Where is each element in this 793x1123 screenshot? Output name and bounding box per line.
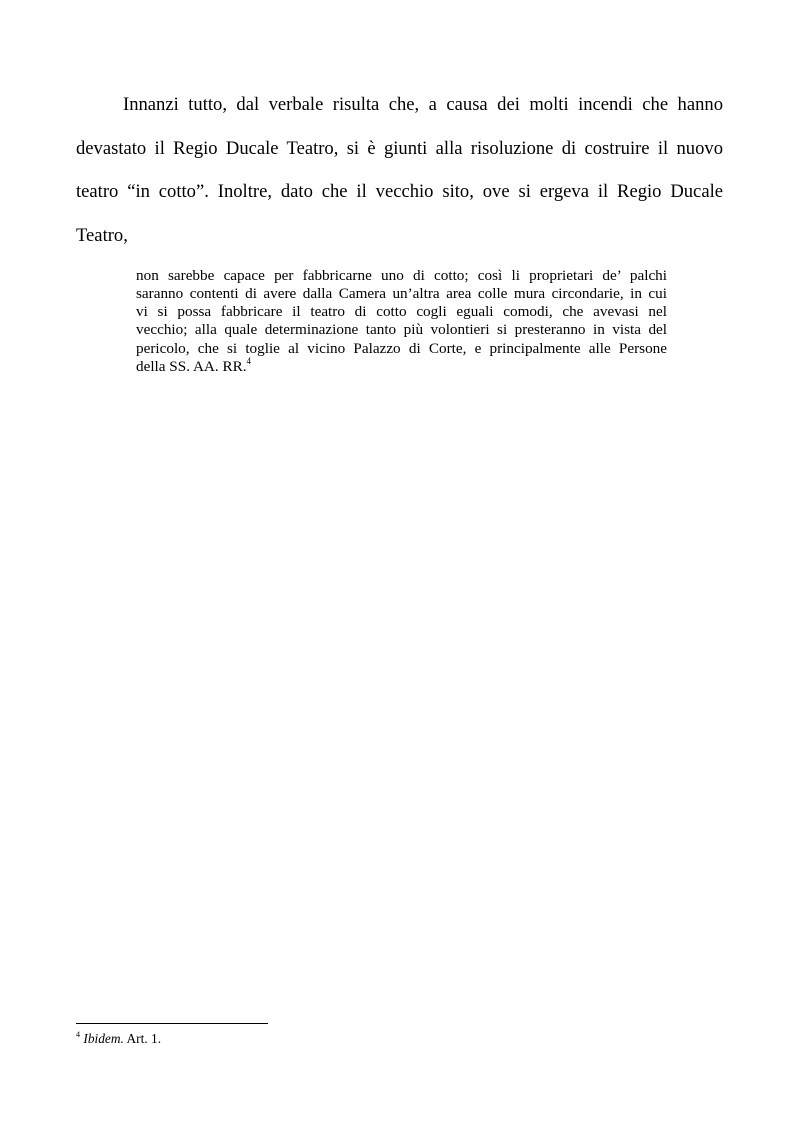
block-quote-line-5: pericolo, che si toglie al vicino Palazzo di Corte, e principalmente alle Persone [136,340,667,357]
body-paragraph-line-4: Teatro, [76,225,128,246]
footnote-number: 4 [76,1030,80,1039]
block-quote-line-3: vi si possa fabbricare il teatro di cotto cogli eguali comodi, che avevasi nel [136,303,667,320]
body-paragraph-line-1: Innanzi tutto, dal verbale risulta che, a causa dei molti incendi che hanno [123,94,723,115]
footnote-source: Ibidem. [83,1031,124,1046]
block-quote-line-6-text: della SS. AA. RR. [136,358,247,375]
footnote-separator [76,1023,268,1024]
footnote-reference: 4 [246,356,252,366]
block-quote-line-1: non sarebbe capace per fabbricarne uno di cotto; così li proprietari de’ palchi [136,267,667,284]
footnote-detail: Art. 1. [123,1031,162,1046]
body-paragraph-line-2: devastato il Regio Ducale Teatro, si è giunti alla risoluzione di costruire il nuovo [76,138,723,159]
block-quote-line-2: saranno contenti di avere dalla Camera un’altra area colle mura circondarie, in cui [136,285,667,302]
block-quote-line-4: vecchio; alla quale determinazione tanto più volontieri si presteranno in vista del [136,321,667,338]
body-paragraph-line-3: teatro “in cotto”. Inoltre, dato che il vecchio sito, ove si ergeva il Regio Ducale [76,181,723,202]
footnote [76,1031,161,1047]
block-quote-line-6 [136,358,667,376]
